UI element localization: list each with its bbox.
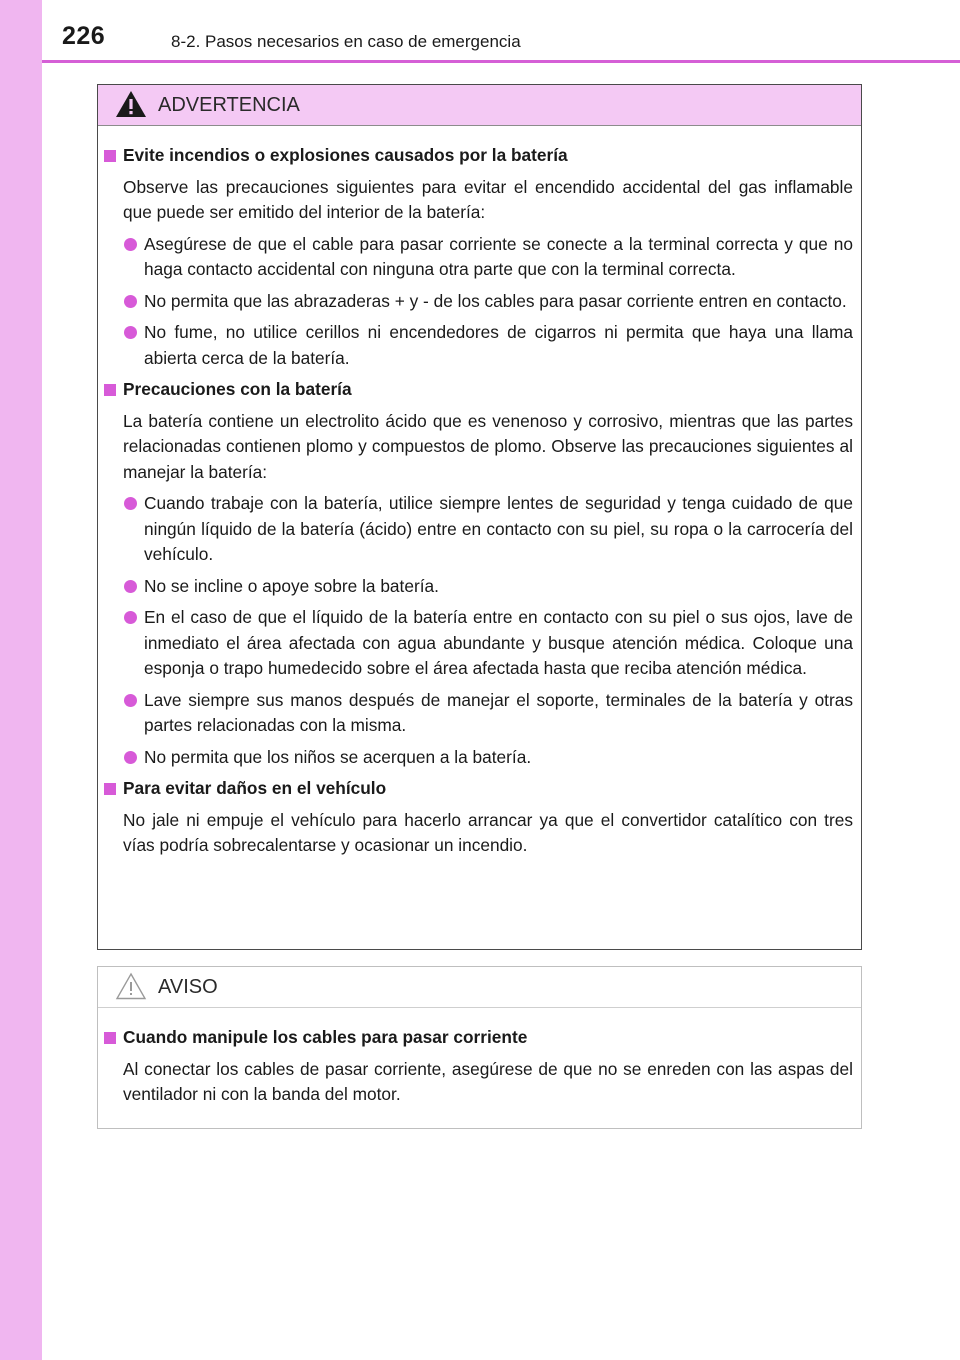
warning-triangle-icon: [115, 90, 147, 118]
list-item: [103, 688, 853, 739]
list-item: [103, 289, 853, 315]
section-heading: [103, 776, 853, 802]
notice-box: [97, 966, 862, 1129]
square-bullet-icon: [104, 384, 116, 396]
warning-box: [97, 84, 862, 950]
notice-box-header: [98, 967, 861, 1008]
section-intro: Al conectar los cables de pasar corriente, asegúrese de que no se enreden con las aspas del ventilador ni con la banda del motor.: [123, 1058, 853, 1104]
notice-title: AVISO: [158, 976, 218, 998]
section-heading: [103, 143, 853, 169]
warning-box-header: [98, 85, 861, 126]
list-item: [103, 745, 853, 771]
list-item: [103, 491, 853, 568]
section-heading-text: Cuando manipule los cables para pasar corriente: [123, 1027, 528, 1047]
page-number: 226: [62, 22, 106, 50]
list-item-text: Cuando trabaje con la batería, utilice siempre lentes de seguridad y tenga cuidado de que ningún líquido de la batería (ácido) entre en contacto con su piel, su ropa o la carrocería del vehículo.: [144, 493, 853, 564]
section-heading: [103, 377, 853, 403]
warning-title: ADVERTENCIA: [158, 94, 300, 116]
list-item-text: Lave siempre sus manos después de manejar el soporte, terminales de la batería y otras partes relacionadas con la misma.: [144, 689, 853, 735]
list-item-text: No permita que los niños se acerquen a la batería.: [144, 746, 532, 767]
list-item-text: No permita que las abrazaderas + y - de los cables para pasar corriente entren en contacto.: [144, 290, 847, 311]
page-header: [0, 0, 960, 62]
list-item: [103, 574, 853, 600]
round-bullet-icon: [124, 611, 137, 624]
section-heading-text: Evite incendios o explosiones causados por la batería: [123, 145, 568, 165]
square-bullet-icon: [104, 150, 116, 162]
section-intro: No jale ni empuje el vehículo para hacerlo arrancar ya que el convertidor catalítico con tres vías podría sobrecalentarse y ocasionar un incendio.: [123, 809, 853, 855]
section-intro: La batería contiene un electrolito ácido que es venenoso y corrosivo, mientras que las partes relacionadas contienen plomo y compuestos de plomo. Observe las precauciones siguientes al manejar la batería:: [123, 410, 853, 482]
list-item-text: No se incline o apoye sobre la batería.: [144, 575, 439, 596]
round-bullet-icon: [124, 326, 137, 339]
list-item: [103, 320, 853, 371]
list-item: [103, 232, 853, 283]
section-heading-text: Para evitar daños en el vehículo: [123, 778, 387, 798]
round-bullet-icon: [124, 238, 137, 251]
square-bullet-icon: [104, 1032, 116, 1044]
caution-outline-triangle-icon: [115, 972, 147, 1000]
list-item-text: Asegúrese de que el cable para pasar corriente se conecte a la terminal correcta y que no haga contacto accidental con ninguna otra parte que con la terminal correcta.: [144, 233, 853, 279]
side-stripe: [0, 0, 42, 1360]
notice-content: [98, 1008, 861, 1108]
round-bullet-icon: [124, 694, 137, 707]
warning-content: [98, 126, 861, 859]
header-rule: [42, 60, 960, 63]
section-heading-text: Precauciones con la batería: [123, 379, 352, 399]
section-intro: Observe las precauciones siguientes para evitar el encendido accidental del gas inflamable que puede ser emitido del interior de la batería:: [123, 176, 853, 222]
square-bullet-icon: [104, 783, 116, 795]
round-bullet-icon: [124, 295, 137, 308]
list-item-text: No fume, no utilice cerillos ni encendedores de cigarros ni permita que haya una llama abierta cerca de la batería.: [144, 322, 853, 368]
list-item-text: En el caso de que el líquido de la batería entre en contacto con su piel o sus ojos, lave de inmediato el área afectada con agua abundante y busque atención médica. Coloque una esponja o trapo humedecido sobre el área afectada hasta que reciba atención médica.: [144, 607, 853, 678]
section-title: 8-2. Pasos necesarios en caso de emergencia: [171, 32, 521, 51]
round-bullet-icon: [124, 751, 137, 764]
section-heading: [103, 1025, 853, 1051]
round-bullet-icon: [124, 580, 137, 593]
round-bullet-icon: [124, 497, 137, 510]
list-item: [103, 605, 853, 682]
